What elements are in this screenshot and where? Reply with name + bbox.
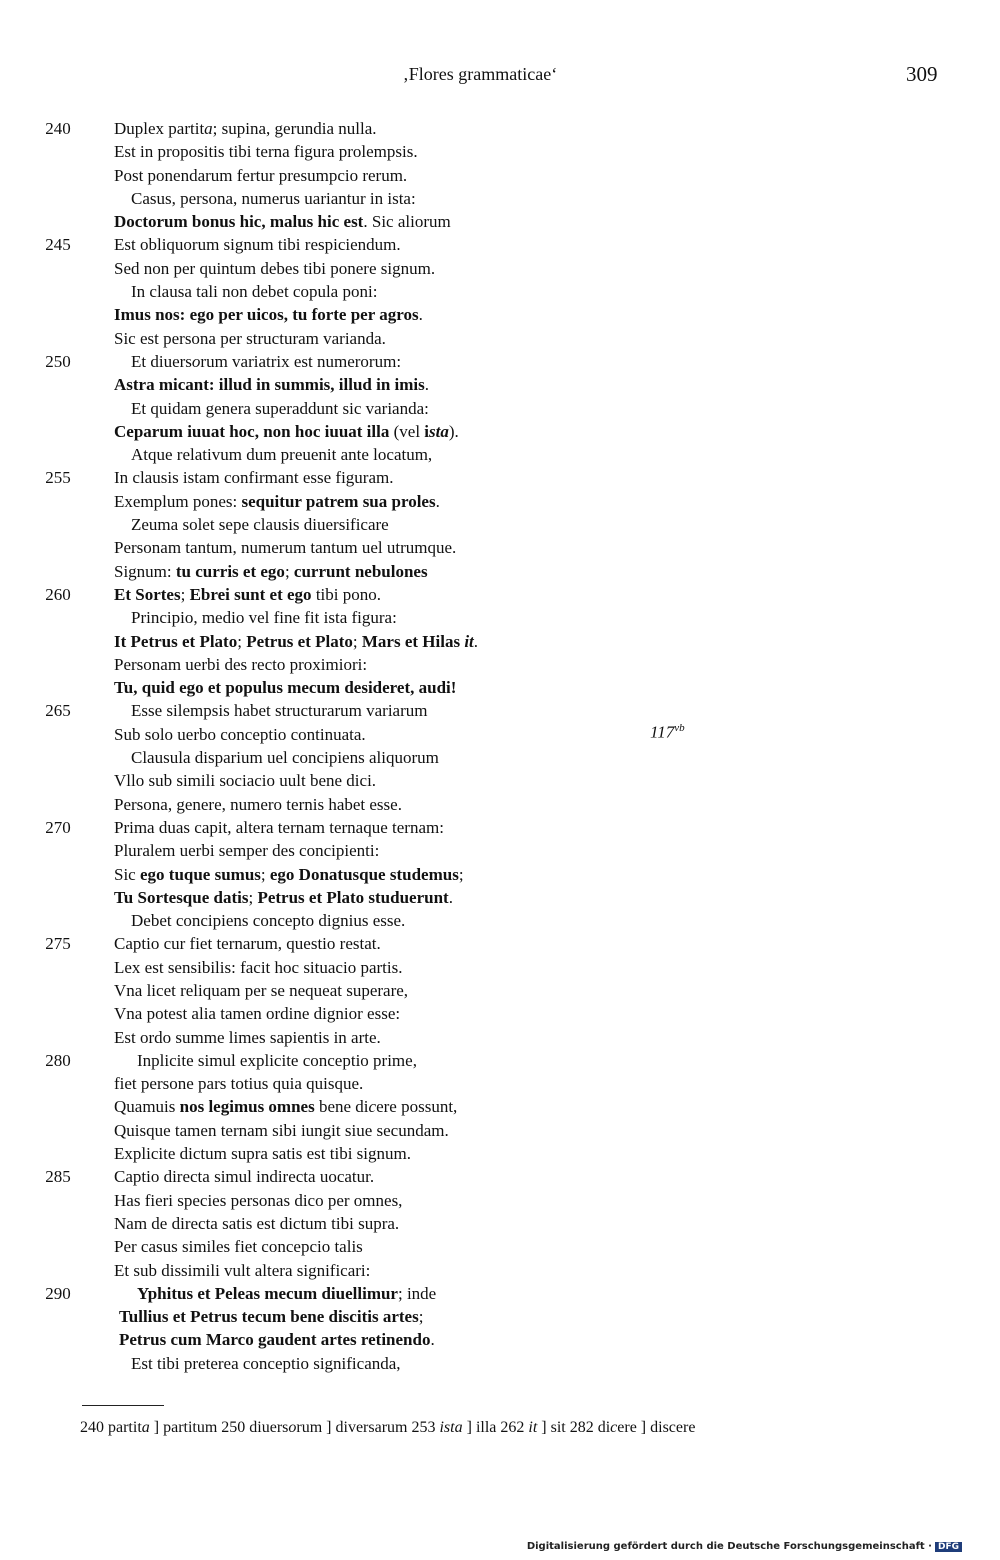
text-run: In clausa tali non debet copula poni: — [131, 282, 378, 302]
text-run: Exemplum pones: — [114, 491, 242, 511]
verse-text — [131, 443, 432, 466]
text-run: ere possunt, — [376, 1097, 458, 1117]
verse-line — [0, 490, 1000, 513]
line-number: 265 — [45, 701, 71, 721]
text-run: Quisque tamen ternam sibi iungit siue secundam. — [114, 1120, 449, 1140]
text-run: Pluralem uerbi semper des concipienti: — [114, 841, 380, 861]
text-run: rum variatrix est numerorum: — [200, 351, 402, 371]
verse-text — [131, 699, 427, 722]
verse-text — [114, 769, 376, 792]
text-run: ; — [284, 561, 294, 581]
verse-text — [114, 676, 456, 699]
verse-text — [131, 397, 429, 420]
bold-run: Petrus et Plato studuerunt — [257, 887, 449, 907]
verse-text — [131, 280, 377, 303]
verse-line — [0, 956, 1000, 979]
verse-line — [0, 863, 1000, 886]
digitization-credit — [527, 1541, 962, 1552]
text-run: Lex est sensibilis: facit hoc situacio partis. — [114, 957, 403, 977]
verse-line — [0, 420, 1000, 443]
verse-line — [0, 1259, 1000, 1282]
verse-text — [114, 1165, 374, 1188]
text-run: ] partitum 250 diuers — [149, 1419, 289, 1436]
italic-run: ista — [439, 1419, 463, 1436]
line-number: 270 — [45, 817, 71, 837]
text-run: . — [424, 375, 430, 395]
verse-line — [0, 979, 1000, 1002]
verse-text — [131, 1352, 401, 1375]
italic-run: c — [610, 1419, 618, 1436]
text-run: In clausis istam confirmant esse figuram. — [114, 468, 394, 488]
verse-line — [0, 1352, 1000, 1375]
verse-text — [114, 466, 393, 489]
text-run: (vel — [389, 421, 425, 441]
verse-text — [119, 1305, 423, 1328]
verse-line — [0, 816, 1000, 839]
verse-line — [0, 1119, 1000, 1142]
text-run: tibi pono. — [311, 584, 381, 604]
verse-line — [0, 630, 1000, 653]
verse-text — [114, 886, 453, 909]
verse-line — [0, 1026, 1000, 1049]
verse-line — [0, 699, 1000, 722]
text-run: Vllo sub simili sociacio uult bene dici. — [114, 771, 377, 791]
verse-text — [114, 140, 418, 163]
italic-run: a — [141, 1419, 150, 1436]
verse-line — [0, 327, 1000, 350]
italic-run: a — [204, 119, 213, 138]
verse-line — [0, 909, 1000, 932]
verse-line — [0, 187, 1000, 210]
text-run: Captio cur fiet ternarum, questio restat. — [114, 934, 381, 954]
verse-text — [114, 1189, 402, 1212]
text-run: fiet persone pars totius quia quisque. — [114, 1074, 364, 1094]
text-run: Debet concipiens concepto dignius esse. — [131, 911, 406, 931]
text-run: Prima duas capit, altera ternam ternaque ternam: — [114, 817, 444, 837]
verse-line — [0, 723, 1000, 746]
bold-run: it — [464, 631, 474, 651]
text-run: Sub solo uerbo conceptio continuata. — [114, 724, 366, 744]
text-run: ; — [248, 887, 258, 907]
folio-marker — [650, 722, 685, 743]
verse-line — [0, 1142, 1000, 1165]
verse-line — [0, 1165, 1000, 1188]
verse-text — [131, 187, 416, 210]
text-run: ; — [180, 584, 190, 604]
verse-text — [137, 1282, 436, 1305]
verse-line — [0, 1305, 1000, 1328]
verse-line — [0, 676, 1000, 699]
verse-text — [114, 536, 456, 559]
verse-text — [114, 863, 464, 886]
verse-text — [131, 746, 439, 769]
verse-line — [0, 117, 1000, 140]
text-run: bene di — [314, 1097, 369, 1117]
text-run: Duplex partit — [114, 119, 205, 138]
text-run: Est ordo summe limes sapientis in arte. — [114, 1027, 381, 1047]
verse-line — [0, 443, 1000, 466]
verse-line — [0, 257, 1000, 280]
text-run: ; supina, gerundia nulla. — [212, 119, 377, 138]
verse-line — [0, 583, 1000, 606]
text-run: Zeuma solet sepe clausis diuersificare — [131, 515, 389, 535]
running-title: ‚Flores grammaticae‘ — [402, 64, 558, 84]
italic-run: c — [368, 1097, 377, 1117]
line-number: 255 — [45, 468, 71, 488]
verse-text — [131, 513, 389, 536]
bold-run: Ceparum iuuat hoc, non hoc iuuat illa — [114, 421, 390, 441]
verse-text — [114, 1095, 457, 1118]
bold-run: ego Donatusque studemus — [269, 864, 459, 884]
verse-line — [0, 932, 1000, 955]
verse-text — [114, 1212, 399, 1235]
verse-text — [114, 956, 402, 979]
line-number: 285 — [45, 1167, 71, 1187]
bold-run: ego tuque sumus — [139, 864, 261, 884]
text-run: . — [435, 491, 440, 511]
text-run: ; — [458, 864, 464, 884]
verse-line — [0, 140, 1000, 163]
text-run: Vna licet reliquam per se nequeat superare, — [114, 980, 409, 1000]
text-run: rum ] diversarum 253 — [296, 1419, 440, 1436]
verse-text — [114, 560, 428, 583]
text-run: . — [473, 631, 479, 651]
text-run: ] illa 262 — [462, 1419, 529, 1436]
text-run: Persona, genere, numero ternis habet esse. — [114, 794, 402, 814]
verse-text — [114, 303, 423, 326]
bold-run: Astra micant: illud in summis, illud in imis — [114, 375, 425, 395]
verse-line — [0, 1049, 1000, 1072]
text-run: Principio, medio vel fine fit ista figura: — [131, 608, 397, 628]
verse-text — [114, 979, 408, 1002]
apparatus-footnote — [80, 1419, 695, 1437]
footnote-rule — [82, 1405, 164, 1406]
text-run: Captio directa simul indirecta uocatur. — [114, 1167, 375, 1187]
bold-run: Petrus cum Marco gaudent artes retinendo — [119, 1330, 431, 1350]
verse-line — [0, 560, 1000, 583]
page-number: 309 — [906, 62, 938, 86]
verse-text — [114, 630, 478, 653]
text-run: ; — [237, 631, 247, 651]
verse-text — [114, 490, 440, 513]
text-run: Explicite dictum supra satis est tibi signum. — [114, 1144, 411, 1164]
text-run: Vna potest alia tamen ordine dignior esse: — [114, 1004, 401, 1024]
text-run: ; inde — [397, 1283, 437, 1303]
verse-text — [114, 793, 402, 816]
line-number: 250 — [45, 351, 71, 371]
verse-text — [114, 839, 379, 862]
bold-run: Petrus et Plato — [246, 631, 353, 651]
text-run: Et sub dissimili vult altera significari: — [114, 1260, 371, 1280]
verse-text — [114, 723, 366, 746]
line-number: 245 — [45, 235, 71, 255]
text-run: Post ponendarum fertur presumpcio rerum. — [114, 165, 408, 185]
text-run: . — [430, 1330, 435, 1350]
text-run: Est tibi preterea conceptio significanda, — [131, 1353, 401, 1373]
bold-run: Imus nos: ego per uicos, tu forte per agros — [114, 305, 419, 325]
bold-run: Yphitus et Peleas mecum diuellimur — [137, 1283, 398, 1303]
bold-run: tu curris et ego — [175, 561, 285, 581]
verse-text — [114, 210, 451, 233]
verse-line — [0, 1328, 1000, 1351]
verse-text — [131, 606, 397, 629]
verse-text — [114, 1026, 381, 1049]
text-run: Personam uerbi des recto proximiori: — [114, 654, 368, 674]
folio-number: 117 — [650, 722, 675, 742]
text-run: Personam tantum, numerum tantum uel utrumque. — [114, 538, 457, 558]
text-run: Quamuis — [114, 1097, 180, 1117]
verse-line — [0, 397, 1000, 420]
verse-text — [114, 583, 381, 606]
verse-line — [0, 1002, 1000, 1025]
text-run: Casus, persona, numerus uariantur in ista: — [131, 188, 416, 208]
line-number: 290 — [45, 1283, 71, 1303]
verse-text — [114, 816, 444, 839]
verse-text — [114, 164, 407, 187]
verse-text — [114, 373, 429, 396]
verse-line — [0, 1235, 1000, 1258]
text-run: Signum: — [114, 561, 176, 581]
text-run: Has fieri species personas dico per omnes, — [114, 1190, 403, 1210]
verse-line — [0, 769, 1000, 792]
verse-line — [0, 1072, 1000, 1095]
verse-text — [131, 350, 401, 373]
bold-run: currunt nebulones — [293, 561, 428, 581]
verse-line — [0, 466, 1000, 489]
bold-run: Tu, quid ego et populus mecum desideret, audi! — [114, 678, 457, 698]
verse-text — [114, 257, 435, 280]
verse-text — [114, 1142, 411, 1165]
text-run: Esse silempsis habet structurarum variarum — [131, 701, 428, 721]
verse-text — [114, 1002, 400, 1025]
line-number: 240 — [45, 119, 71, 138]
verse-text — [114, 932, 381, 955]
italic-run: it — [528, 1419, 538, 1436]
bold-run: Et Sortes — [114, 584, 181, 604]
text-run: Clausula disparium uel concipiens aliquorum — [131, 748, 439, 768]
verse-line — [0, 1095, 1000, 1118]
bold-run: It Petrus et Plato — [114, 631, 238, 651]
text-run: . Sic aliorum — [363, 212, 451, 232]
bold-run: Mars et Hilas — [361, 631, 465, 651]
verse-line — [0, 280, 1000, 303]
verse-line — [0, 793, 1000, 816]
line-number: 280 — [45, 1050, 71, 1070]
bold-run: Tullius et Petrus tecum bene discitis artes — [119, 1307, 419, 1327]
verse-line — [0, 746, 1000, 769]
folio-side: vb — [674, 722, 685, 734]
line-number: 260 — [45, 584, 71, 604]
line-number: 275 — [45, 934, 71, 954]
verse-text — [114, 1119, 449, 1142]
verse-line — [0, 233, 1000, 256]
verse-text — [114, 653, 367, 676]
text-run: ; — [418, 1307, 424, 1327]
text-run: Inplicite simul explicite conceptio prime, — [137, 1050, 417, 1070]
verse-text — [114, 117, 377, 140]
verse-text — [131, 909, 405, 932]
verse-line — [0, 886, 1000, 909]
bold-run: nos legimus omnes — [179, 1097, 315, 1117]
italic-run: o — [288, 1419, 297, 1436]
dfg-logo: DFG — [935, 1542, 962, 1552]
text-run: ). — [448, 421, 459, 441]
text-run: Est obliquorum signum tibi respiciendum. — [114, 235, 401, 255]
verse-text — [114, 1259, 370, 1282]
text-run: Est in propositis tibi terna figura prolempsis. — [114, 142, 418, 162]
bold-run: Tu Sortesque datis — [114, 887, 249, 907]
verse-text — [137, 1049, 417, 1072]
text-run: Et quidam genera superaddunt sic varianda: — [131, 398, 429, 418]
text-run: ] sit 282 di — [537, 1419, 611, 1436]
verse-line — [0, 1212, 1000, 1235]
text-run: ; — [352, 631, 362, 651]
text-run: 240 partit — [80, 1419, 142, 1436]
verse-line — [0, 373, 1000, 396]
verse-line — [0, 350, 1000, 373]
text-run: . — [448, 887, 453, 907]
verse-text — [114, 233, 401, 256]
verse-line — [0, 513, 1000, 536]
verse-text — [114, 1235, 363, 1258]
verse-text — [114, 327, 386, 350]
text-run: Sic est persona per structuram varianda. — [114, 328, 386, 348]
verse-text — [114, 1072, 363, 1095]
text-run: Nam de directa satis est dictum tibi supra. — [114, 1213, 400, 1233]
text-run: . — [418, 305, 423, 325]
text-run: Atque relativum dum preuenit ante locatum, — [131, 445, 433, 465]
verse-line — [0, 839, 1000, 862]
credit-text: Digitalisierung gefördert durch die Deutsche Forschungsgemeinschaft · — [526, 1541, 932, 1552]
bold-run: sequitur patrem sua proles — [241, 491, 436, 511]
verse-text — [114, 420, 459, 443]
text-run: ere ] discere — [617, 1419, 696, 1436]
text-run: Sic — [114, 864, 140, 884]
verse-line — [0, 536, 1000, 559]
verse-line — [0, 1189, 1000, 1212]
verse-line — [0, 653, 1000, 676]
italic-run: o — [191, 351, 201, 371]
bold-run: Ebrei sunt et ego — [189, 584, 312, 604]
verse-line — [0, 1282, 1000, 1305]
text-run: ; — [260, 864, 270, 884]
bold-run: i — [424, 421, 430, 441]
verse-text — [119, 1328, 435, 1351]
verse-line — [0, 164, 1000, 187]
verse-line — [0, 210, 1000, 233]
text-run: Et diuers — [131, 351, 192, 371]
bold-run: sta — [429, 421, 449, 441]
text-run: Sed non per quintum debes tibi ponere signum. — [114, 258, 436, 278]
verse-line — [0, 606, 1000, 629]
bold-run: Doctorum bonus hic, malus hic est — [114, 212, 364, 232]
text-run: Per casus similes fiet concepcio talis — [114, 1237, 363, 1257]
verse-line — [0, 303, 1000, 326]
verse-block — [0, 117, 1000, 1375]
